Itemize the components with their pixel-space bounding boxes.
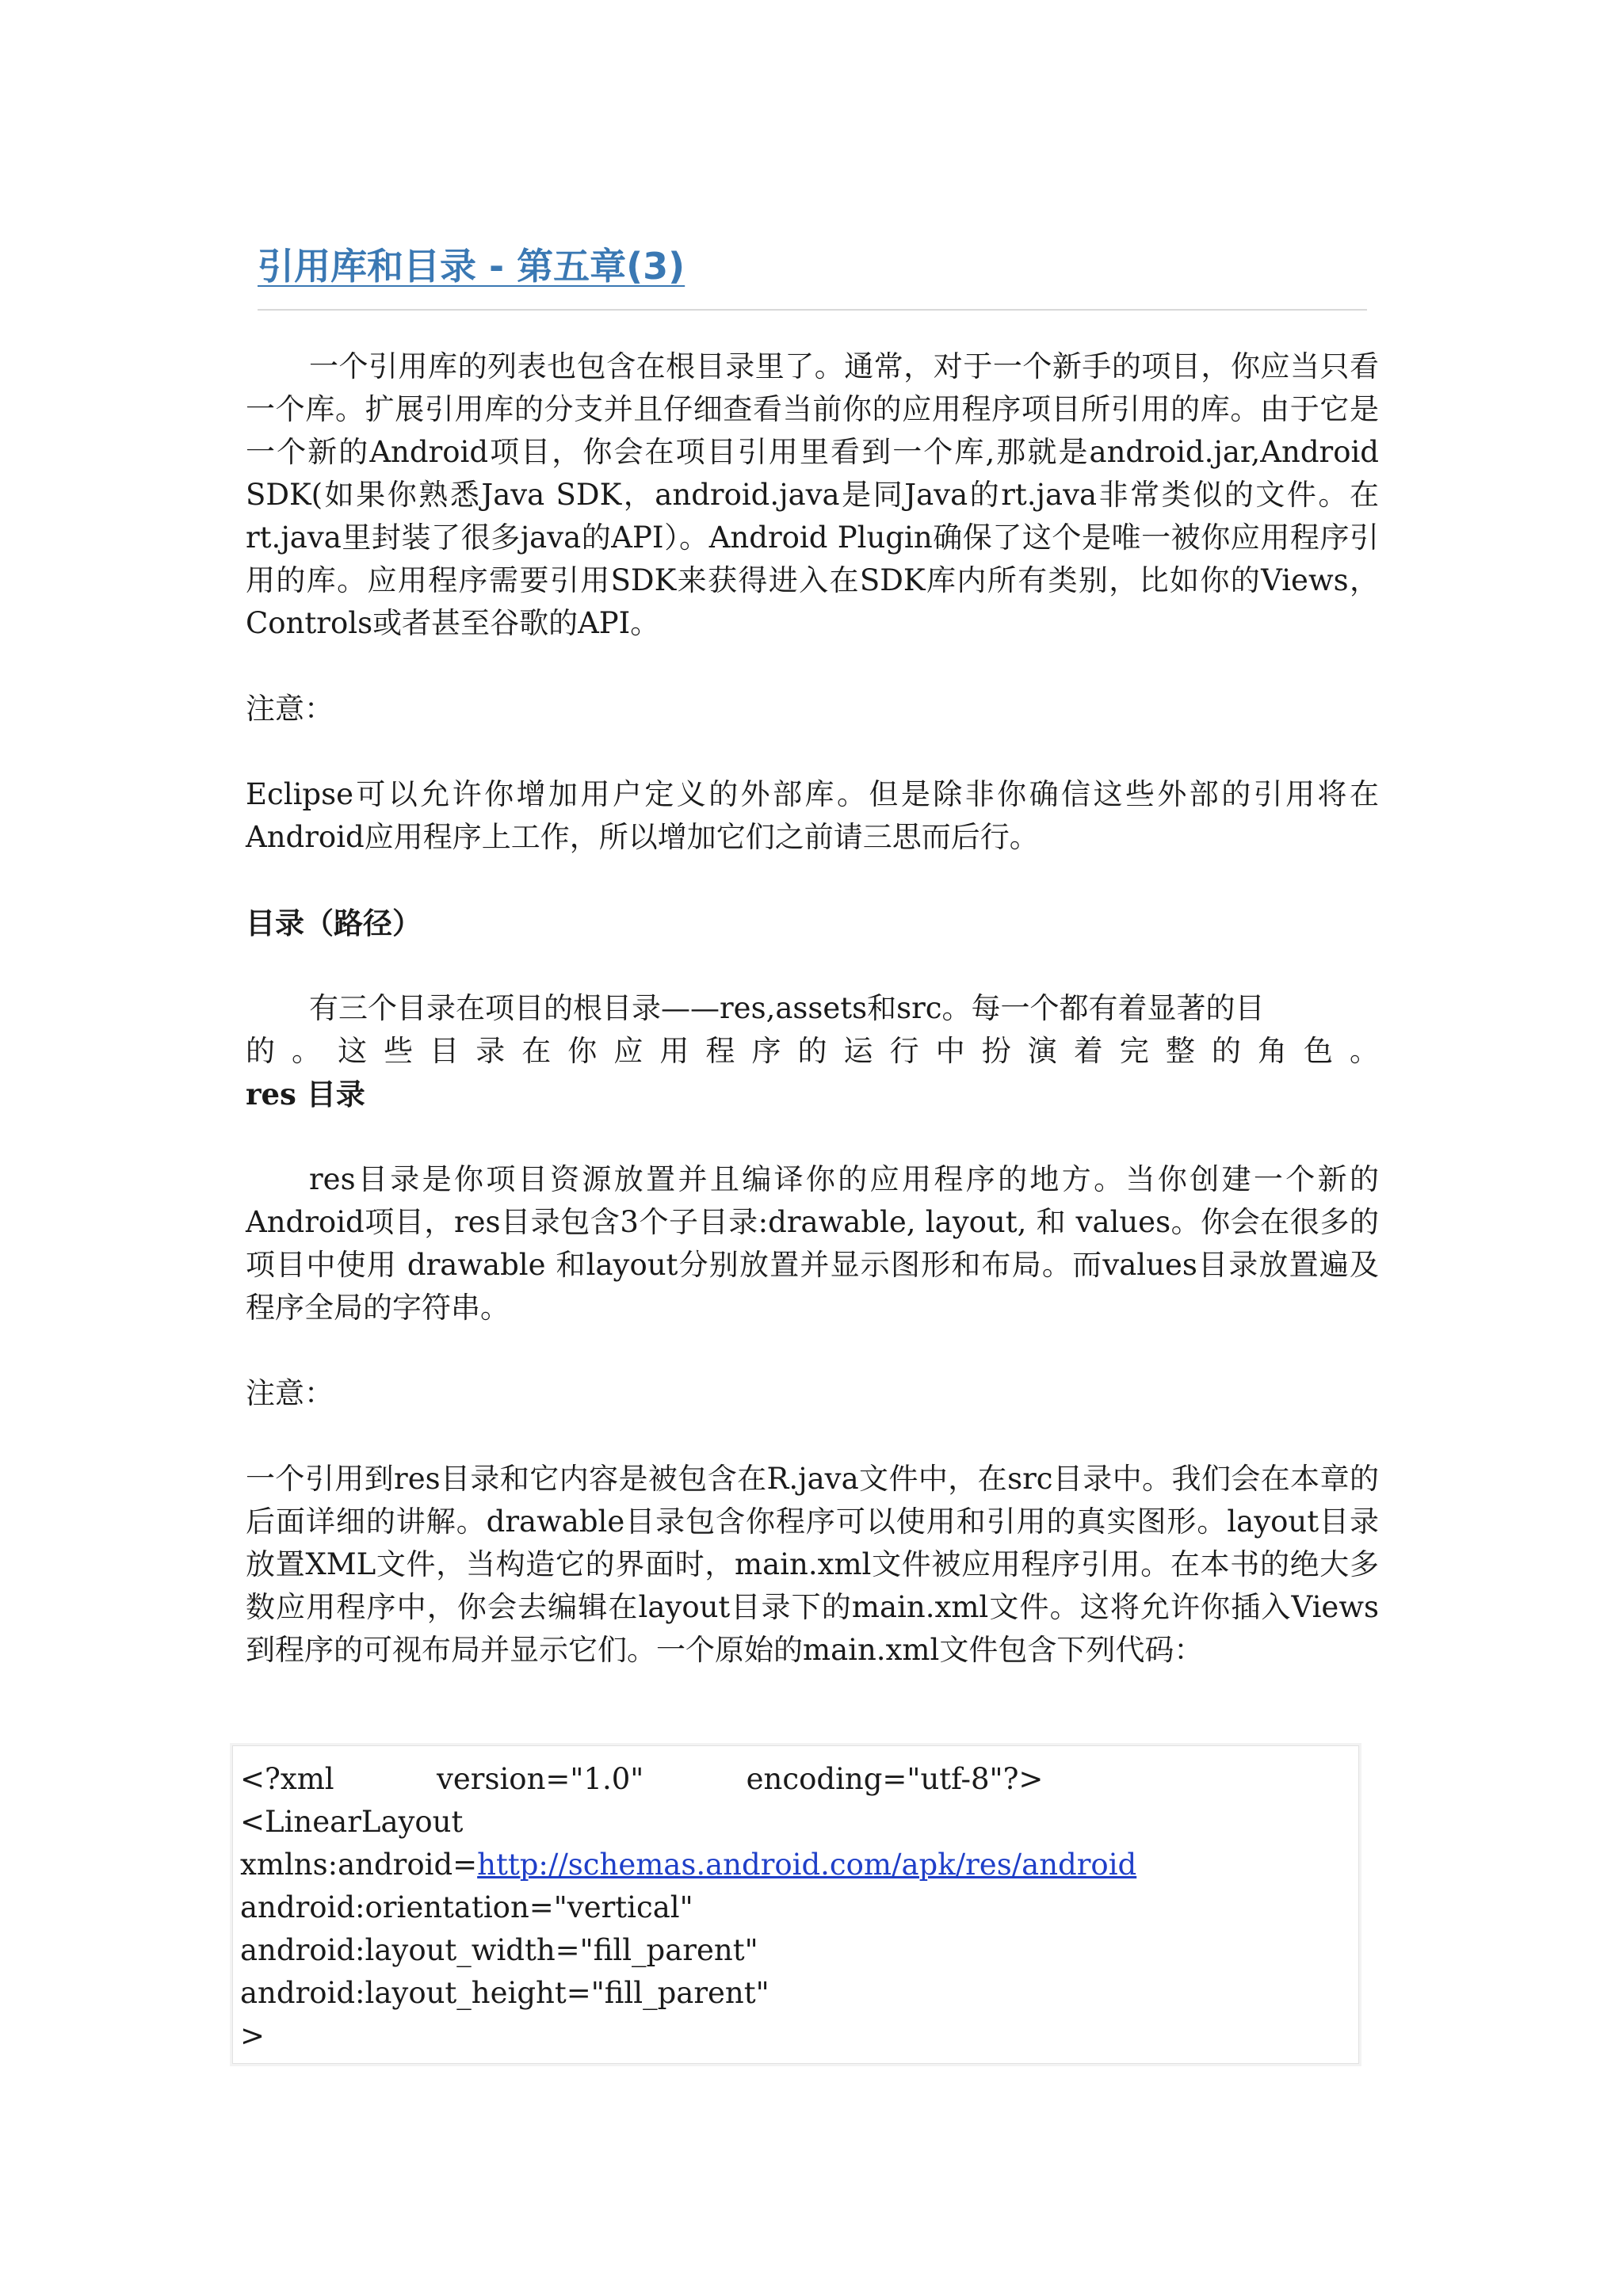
code-line-close: > — [240, 2019, 265, 2053]
directories-paragraph-line2-wrap — [246, 1030, 1379, 1073]
schema-link[interactable]: http://schemas.android.com/apk/res/android — [477, 1848, 1137, 1882]
section-heading-res: res 目录 — [246, 1077, 365, 1112]
code-line-layout-width: android:layout_width="fill_parent" — [240, 1933, 758, 1967]
page-title[interactable]: 引用库和目录 - 第五章(3) — [258, 245, 685, 288]
code-line-linearlayout: <LinearLayout — [240, 1805, 464, 1839]
section-heading-directories: 目录（路径） — [246, 906, 422, 940]
directories-paragraph-line1: 有三个目录在项目的根目录——res,assets和src。每一个都有着显著的目 — [309, 991, 1265, 1025]
note-label-2: 注意： — [246, 1376, 334, 1410]
res-paragraph: res目录是你项目资源放置并且编译你的应用程序的地方。当你创建一个新的Android项目，res目录包含3个子目录:drawable, layout, 和 values。你会在很多的项目中使用 drawable 和layout分别放置并显示图形和布局。而values目录放置遍及程序全局的字符串。 — [246, 1162, 1379, 1325]
intro-paragraph: 一个引用库的列表也包含在根目录里了。通常，对于一个新手的项目，你应当只看一个库。扩展引用库的分支并且仔细查看当前你的应用程序项目所引用的库。由于它是一个新的Android项目，你会在项目引用里看到一个库,那就是android.jar,Android SDK(如果你熟悉Java SDK，android.java是同Java的rt.java非常类似的文件。在rt.java里封装了很多java的API）。Android Plugin确保了这个是唯一被你应用程序引用的库。应用程序需要引用SDK来获得进入在SDK库内所有类别，比如你的Views，Controls或者甚至谷歌的API。 — [246, 349, 1379, 640]
code-line-xml-declaration: <?xml version="1.0" encoding="utf-8"?> — [240, 1762, 1044, 1796]
res-details-paragraph: 一个引用到res目录和它内容是被包含在R.java文件中，在src目录中。我们会在本章的后面详细的讲解。drawable目录包含你程序可以使用和引用的真实图形。layout目录放置XML文件，当构造它的界面时，main.xml文件被应用程序引用。在本书的绝大多数应用程序中，你会去编辑在layout目录下的main.xml文件。这将允许你插入Views到程序的可视布局并显示它们。一个原始的main.xml文件包含下列代码： — [246, 1462, 1379, 1667]
note-paragraph: Eclipse可以允许你增加用户定义的外部库。但是除非你确信这些外部的引用将在Android应用程序上工作，所以增加它们之前请三思而后行。 — [246, 777, 1379, 854]
note-label: 注意： — [246, 692, 334, 726]
title-divider — [258, 309, 1367, 311]
code-line-xmlns — [240, 1844, 1136, 1886]
code-line-layout-height: android:layout_height="fill_parent" — [240, 1976, 769, 2010]
directories-paragraph-line2: 的。这些目录在你应用程序的运行中扮演着完整的角色。 — [246, 1034, 1379, 1068]
code-xmlns-prefix: xmlns:android= — [240, 1848, 478, 1882]
code-line-orientation: android:orientation="vertical" — [240, 1890, 693, 1924]
